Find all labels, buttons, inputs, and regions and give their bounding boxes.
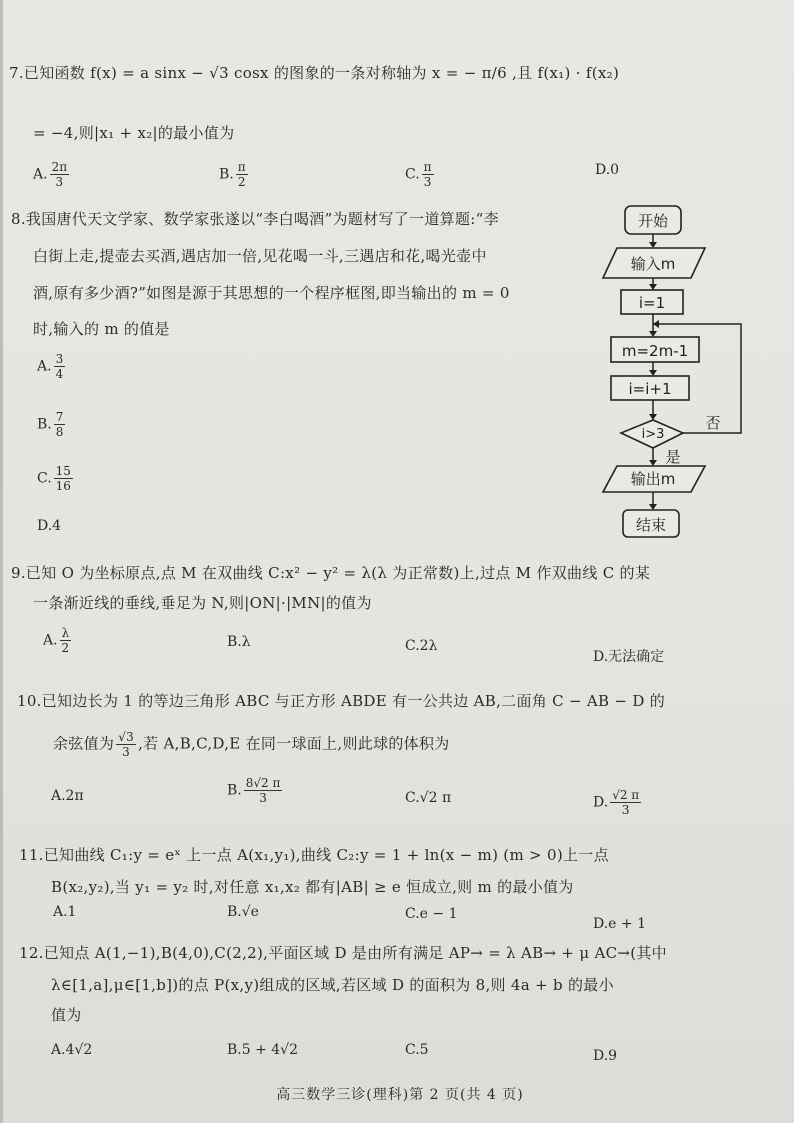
q9-option-a bbox=[43, 626, 73, 655]
q10-stem-line2 bbox=[53, 730, 450, 759]
q9-option-a-num: λ bbox=[61, 626, 70, 640]
q8-option-b-label: B. bbox=[37, 416, 52, 433]
q8-stem-line3: 酒,原有多少酒?”如图是源于其思想的一个程序框图,即当输出的 m = 0 bbox=[33, 284, 510, 302]
q10-option-d bbox=[593, 788, 643, 817]
q8-option-c bbox=[37, 464, 75, 493]
q10-stem-line2-pre: 余弦值为 bbox=[53, 734, 115, 753]
flow-init-label: i=1 bbox=[638, 294, 666, 312]
q7-option-a-den: 3 bbox=[55, 175, 64, 189]
q11-option-a: A.1 bbox=[53, 904, 77, 920]
q8-option-b-den: 8 bbox=[55, 425, 64, 439]
q7-option-d: D.0 bbox=[595, 162, 620, 178]
q8-option-b-num: 7 bbox=[55, 410, 64, 424]
q12-stem-line2: λ∈[1,a],μ∈[1,b])的点 P(x,y)组成的区域,若区域 D 的面积为 8,则 4a + b 的最小 bbox=[51, 976, 614, 994]
q12-option-a: A.4√2 bbox=[51, 1042, 93, 1058]
q8-option-c-den: 16 bbox=[55, 479, 71, 493]
q10-option-b bbox=[227, 776, 284, 805]
q7-option-b bbox=[219, 160, 250, 189]
q9-option-d: D.无法确定 bbox=[593, 649, 665, 665]
q10-stem-line1: 10.已知边长为 1 的等边三角形 ABC 与正方形 ABDE 有一公共边 AB,二面角 C − AB − D 的 bbox=[17, 692, 666, 710]
q8-stem-line1: 8.我国唐代天文学家、数学家张遂以“李白喝酒”为题材写了一道算题:“李 bbox=[11, 210, 499, 228]
q8-stem-line4: 时,输入的 m 的值是 bbox=[33, 320, 170, 338]
q10-option-b-den: 3 bbox=[259, 791, 267, 805]
flow-end-label: 结束 bbox=[635, 516, 667, 534]
q8-option-a-label: A. bbox=[37, 358, 52, 375]
q10-option-a: A.2π bbox=[51, 788, 84, 804]
q10-cos-den: 3 bbox=[122, 745, 131, 759]
q10-option-b-num: 8√2 π bbox=[245, 776, 281, 790]
flow-assign-label: m=2m-1 bbox=[621, 342, 689, 360]
q10-option-d-den: 3 bbox=[621, 803, 630, 817]
q10-option-c: C.√2 π bbox=[405, 790, 452, 806]
q11-stem-line2: B(x₂,y₂),当 y₁ = y₂ 时,对任意 x₁,x₂ 都有|AB| ≥ e 恒成立,则 m 的最小值为 bbox=[51, 878, 574, 896]
q7-option-b-den: 2 bbox=[237, 175, 246, 189]
q10-stem-line2-post: ,若 A,B,C,D,E 在同一球面上,则此球的体积为 bbox=[138, 734, 450, 753]
q8-option-a-den: 4 bbox=[55, 367, 64, 381]
program-flowchart bbox=[593, 196, 753, 541]
q7-option-a-num: 2π bbox=[51, 160, 68, 174]
q8-option-c-num: 15 bbox=[55, 464, 71, 478]
q7-option-a bbox=[33, 160, 71, 189]
q10-option-d-label: D. bbox=[593, 794, 609, 811]
q8-option-d: D.4 bbox=[37, 518, 62, 534]
q9-stem-line2: 一条渐近线的垂线,垂足为 N,则|ON|·|MN|的值为 bbox=[33, 594, 372, 612]
q12-option-d: D.9 bbox=[593, 1048, 618, 1064]
q7-option-b-label: B. bbox=[219, 166, 234, 183]
q12-option-b: B.5 + 4√2 bbox=[227, 1042, 299, 1058]
q11-option-d: D.e + 1 bbox=[593, 916, 646, 932]
q10-cos-num: √3 bbox=[118, 730, 135, 744]
q11-option-b: B.√e bbox=[227, 904, 259, 920]
flow-output-label: 输出m bbox=[630, 470, 676, 488]
q7-stem-line2: = −4,则|x₁ + x₂|的最小值为 bbox=[33, 124, 235, 142]
q7-option-b-num: π bbox=[237, 160, 246, 174]
q7-stem-line1: 7.已知函数 f(x) = a sinx − √3 cosx 的图象的一条对称轴为 x = − π/6 ,且 f(x₁) · f(x₂) bbox=[9, 64, 620, 82]
q10-option-d-num: √2 π bbox=[612, 788, 640, 802]
q12-option-c: C.5 bbox=[405, 1042, 429, 1058]
q7-option-c-den: 3 bbox=[423, 175, 432, 189]
q10-option-b-label: B. bbox=[227, 782, 242, 799]
q9-option-b: B.λ bbox=[227, 634, 251, 650]
q7-option-c-num: π bbox=[423, 160, 432, 174]
flow-input-label: 输入m bbox=[630, 255, 676, 273]
q12-stem-line1: 12.已知点 A(1,−1),B(4,0),C(2,2),平面区域 D 是由所有满足 AP→ = λ AB→ + μ AC→(其中 bbox=[19, 944, 667, 962]
q8-stem-line2: 白街上走,提壶去买酒,遇店加一倍,见花喝一斗,三遇店和花,喝光壶中 bbox=[33, 247, 487, 265]
q11-option-c: C.e − 1 bbox=[405, 906, 458, 922]
q8-option-a bbox=[37, 352, 67, 381]
q8-option-b bbox=[37, 410, 67, 439]
flow-yes-label: 是 bbox=[665, 448, 681, 466]
flow-incr-label: i=i+1 bbox=[628, 380, 672, 398]
page-footer: 高三数学三诊(理科)第 2 页(共 4 页) bbox=[276, 1087, 524, 1103]
q8-option-c-label: C. bbox=[37, 470, 52, 487]
q7-option-a-label: A. bbox=[33, 166, 48, 183]
q9-option-c: C.2λ bbox=[405, 638, 438, 654]
q9-option-a-label: A. bbox=[43, 632, 58, 649]
q9-stem-line1: 9.已知 O 为坐标原点,点 M 在双曲线 C:x² − y² = λ(λ 为正常数)上,过点 M 作双曲线 C 的某 bbox=[11, 564, 651, 582]
q9-option-a-den: 2 bbox=[61, 641, 70, 655]
flow-no-label: 否 bbox=[705, 414, 721, 432]
q7-option-c bbox=[405, 160, 436, 189]
flow-cond-label: i>3 bbox=[641, 427, 665, 442]
q7-option-c-label: C. bbox=[405, 166, 420, 183]
q11-stem-line1: 11.已知曲线 C₁:y = eˣ 上一点 A(x₁,y₁),曲线 C₂:y = 1 + ln(x − m) (m > 0)上一点 bbox=[19, 846, 609, 864]
q12-stem-line3: 值为 bbox=[51, 1006, 82, 1024]
flow-start-label: 开始 bbox=[637, 212, 669, 230]
q8-option-a-num: 3 bbox=[55, 352, 64, 366]
